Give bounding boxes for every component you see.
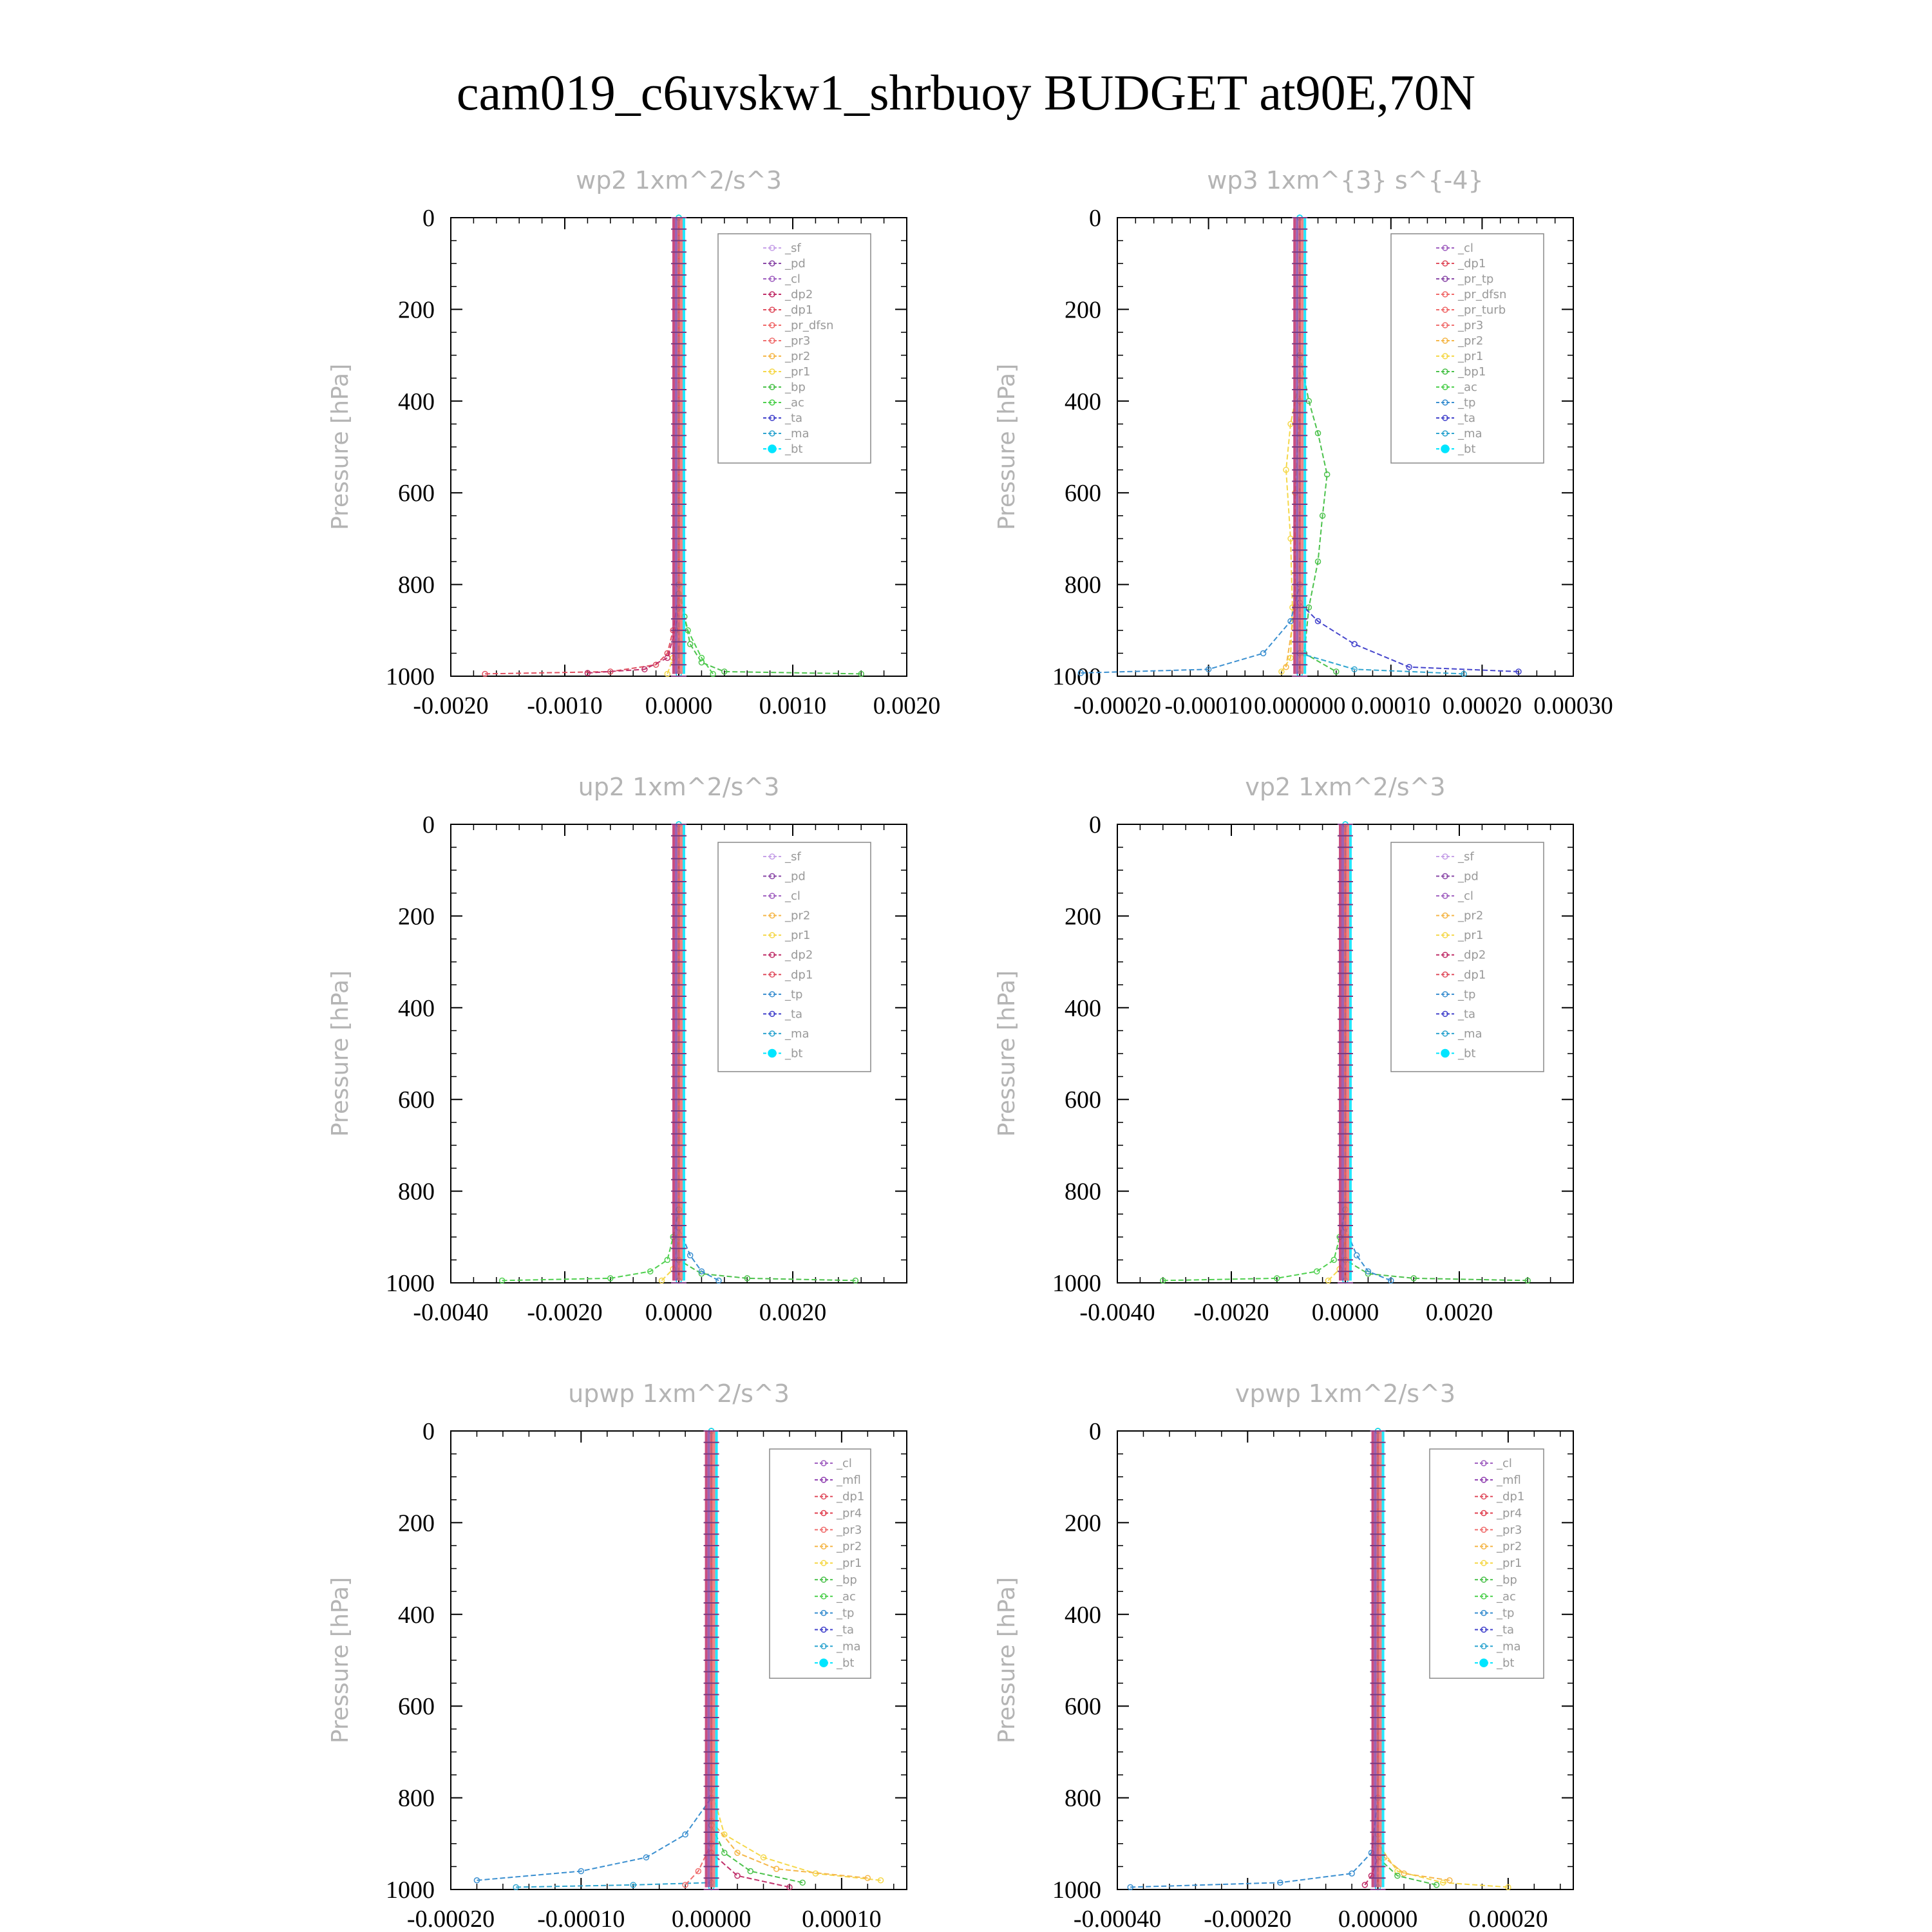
legend-label: _tp: [785, 987, 803, 1001]
y-tick-label: 0: [422, 811, 435, 838]
legend-label: _pr_dfsn: [1458, 288, 1507, 301]
y-tick-label: 400: [1065, 994, 1101, 1022]
y-axis-label: Pressure [hPa]: [994, 363, 1020, 531]
y-tick-label: 600: [398, 1693, 435, 1721]
legend-marker: [820, 1659, 828, 1667]
legend-label: _ma: [1458, 427, 1482, 440]
legend-label: _ta: [1458, 1007, 1476, 1021]
legend-label: _pr2: [785, 909, 811, 923]
legend-label: _pd: [1458, 869, 1479, 884]
legend-label: _ma: [837, 1640, 861, 1654]
x-tick-label: 0.00020: [1468, 1906, 1548, 1932]
legend-label: _cl: [837, 1457, 852, 1470]
x-tick-label: -0.00020: [1073, 692, 1162, 719]
series-line: [502, 824, 679, 1280]
legend-label: _bp: [1497, 1573, 1517, 1587]
legend-label: _ma: [785, 1027, 810, 1041]
legend-label: _cl: [785, 272, 800, 286]
legend-label: _tp: [1458, 987, 1476, 1001]
panel-title: wp2 1xm^2/s^3: [576, 166, 782, 194]
legend-label: _cl: [785, 889, 800, 904]
data-point: [688, 641, 693, 647]
y-tick-label: 800: [1065, 571, 1101, 599]
x-tick-label: 0.0000: [645, 692, 713, 719]
x-tick-label: -0.0010: [527, 692, 603, 719]
x-tick-label: 0.0010: [759, 692, 827, 719]
legend-label: _dp1: [1458, 257, 1486, 270]
y-tick-label: 200: [398, 296, 435, 324]
figure-title: cam019_c6uvskw1_shrbuoy BUDGET at90E,70N: [456, 64, 1476, 120]
x-tick-label: 0.0020: [873, 692, 941, 719]
legend-label: _pr1: [1497, 1557, 1522, 1571]
legend-label: _pr2: [785, 350, 811, 363]
legend-label: _tp: [1497, 1606, 1515, 1620]
chart-panel: [327, 1379, 907, 1932]
series-line: [477, 1431, 712, 1880]
legend-label: _ac: [1458, 381, 1477, 394]
legend-label: _pr_dfsn: [785, 319, 834, 332]
legend-label: _bt: [837, 1656, 855, 1671]
chart-panel: [327, 773, 907, 1326]
legend-marker: [768, 1049, 776, 1057]
legend-label: _pd: [785, 869, 806, 884]
x-tick-label: 0.00000: [671, 1906, 752, 1932]
legend-label: _pr2: [1458, 909, 1484, 923]
data-point: [735, 1873, 740, 1879]
panels-container: [327, 166, 1613, 1932]
x-tick-label: -0.0040: [1079, 1299, 1155, 1326]
data-point: [1314, 1269, 1320, 1274]
x-tick-label: 0.00020: [1442, 692, 1522, 719]
legend-label: _dp1: [1497, 1490, 1525, 1504]
legend-label: _bt: [785, 442, 803, 456]
x-tick-label: 0.0000: [645, 1299, 713, 1326]
series-line: [1081, 218, 1300, 673]
x-tick-label: -0.0020: [1193, 1299, 1269, 1326]
chart-panel: [994, 773, 1573, 1326]
legend-label: _pr_turb: [1458, 303, 1506, 317]
legend-label: _pr1: [1458, 929, 1484, 943]
y-tick-label: 0: [422, 205, 435, 232]
legend-label: _ta: [837, 1623, 855, 1637]
panel-title: wp3 1xm^{3} s^{-4}: [1207, 166, 1484, 194]
panel-title: upwp 1xm^2/s^3: [568, 1379, 790, 1408]
legend-label: _ta: [1497, 1623, 1515, 1637]
x-tick-label: 0.0000: [1311, 1299, 1379, 1326]
x-tick-label: 0.00010: [802, 1906, 882, 1932]
legend-marker: [1441, 1049, 1449, 1057]
y-axis-label: Pressure [hPa]: [994, 1577, 1020, 1744]
x-tick-label: 0.00000: [1338, 1906, 1418, 1932]
panel-title: vpwp 1xm^2/s^3: [1235, 1379, 1456, 1408]
legend-label: _pr1: [837, 1557, 862, 1571]
y-tick-label: 200: [1065, 296, 1101, 324]
panel-title: vp2 1xm^2/s^3: [1245, 773, 1446, 801]
legend-label: _pd: [785, 257, 806, 270]
legend-label: _pr3: [837, 1523, 862, 1537]
y-tick-label: 800: [398, 1785, 435, 1812]
legend-label: _ma: [1497, 1640, 1521, 1654]
y-tick-label: 200: [398, 903, 435, 931]
legend: [718, 842, 871, 1072]
y-axis-label: Pressure [hPa]: [994, 970, 1020, 1137]
chart-panel: [994, 166, 1613, 719]
y-tick-label: 800: [398, 571, 435, 599]
legend-label: _pr3: [1458, 319, 1484, 332]
y-tick-label: 200: [1065, 903, 1101, 931]
legend-label: _pr1: [785, 929, 811, 943]
legend-label: _ta: [1458, 412, 1476, 425]
y-tick-label: 600: [398, 480, 435, 507]
legend-label: _ac: [785, 396, 804, 410]
y-axis-label: Pressure [hPa]: [327, 1577, 354, 1744]
legend: [770, 1449, 871, 1678]
legend-label: _pr2: [1458, 334, 1484, 348]
legend-label: _cl: [1458, 889, 1473, 904]
legend-label: _pr4: [1497, 1506, 1522, 1520]
x-tick-label: 0.0020: [759, 1299, 827, 1326]
legend-label: _bt: [1497, 1656, 1515, 1671]
legend-label: _ta: [785, 1007, 803, 1021]
legend: [1391, 234, 1544, 463]
series-line: [485, 218, 679, 674]
y-tick-label: 400: [398, 1601, 435, 1629]
y-tick-label: 400: [1065, 388, 1101, 415]
y-tick-label: 1000: [386, 663, 435, 690]
legend-label: _bt: [1458, 442, 1476, 456]
legend-label: _pr2: [837, 1540, 862, 1554]
y-tick-label: 1000: [386, 1877, 435, 1904]
y-tick-label: 1000: [1052, 663, 1101, 690]
series-line: [1130, 1431, 1378, 1887]
y-tick-label: 200: [398, 1510, 435, 1537]
legend-label: _dp2: [1458, 948, 1486, 962]
legend-label: _cl: [1458, 242, 1473, 255]
legend-label: _sf: [785, 850, 801, 864]
legend-label: _pr_tp: [1458, 272, 1494, 286]
legend-label: _ma: [1458, 1027, 1482, 1041]
legend-label: _tp: [837, 1606, 855, 1620]
legend-label: _sf: [1458, 850, 1474, 864]
legend-label: _bp: [785, 381, 806, 394]
x-tick-label: 0.000000: [1253, 692, 1346, 719]
y-tick-label: 400: [398, 388, 435, 415]
legend-label: _dp1: [837, 1490, 865, 1504]
data-point: [748, 1869, 753, 1874]
legend-label: _pr4: [837, 1506, 862, 1520]
x-tick-label: -0.00020: [1204, 1906, 1292, 1932]
panel-title: up2 1xm^2/s^3: [578, 773, 780, 801]
x-tick-label: 0.00030: [1533, 692, 1613, 719]
legend-label: _ac: [837, 1589, 856, 1604]
series-line: [587, 218, 679, 673]
data-point: [1354, 1253, 1359, 1258]
chart-panel: [994, 1379, 1573, 1932]
legend-label: _tp: [1458, 396, 1476, 410]
legend-marker: [1480, 1659, 1488, 1667]
series-line: [516, 1431, 712, 1887]
y-tick-label: 800: [1065, 1785, 1101, 1812]
legend-label: _sf: [785, 242, 801, 255]
legend-label: _dp1: [1458, 968, 1486, 982]
legend: [1391, 842, 1544, 1072]
y-tick-label: 600: [1065, 1086, 1101, 1114]
legend-label: _pr1: [785, 365, 811, 379]
legend-label: _ac: [1497, 1589, 1516, 1604]
y-tick-label: 0: [1089, 811, 1101, 838]
x-tick-label: -0.0040: [413, 1299, 489, 1326]
x-tick-label: -0.00010: [537, 1906, 625, 1932]
y-tick-label: 0: [1089, 1418, 1101, 1445]
data-point: [1352, 641, 1357, 647]
legend-label: _bt: [785, 1046, 803, 1061]
legend-label: _pr3: [1497, 1523, 1522, 1537]
y-tick-label: 1000: [1052, 1270, 1101, 1297]
legend-label: _dp1: [785, 303, 813, 317]
x-tick-label: -0.00020: [406, 1906, 495, 1932]
y-tick-label: 0: [1089, 205, 1101, 232]
x-tick-label: 0.00010: [1351, 692, 1431, 719]
y-tick-label: 200: [1065, 1510, 1101, 1537]
legend-label: _cl: [1497, 1457, 1512, 1470]
legend-label: _pr3: [785, 334, 811, 348]
legend: [1430, 1449, 1544, 1678]
legend-marker: [768, 445, 776, 453]
x-tick-label: -0.00010: [1164, 692, 1253, 719]
legend-label: _bp: [837, 1573, 857, 1587]
y-tick-label: 800: [398, 1178, 435, 1206]
data-point: [1261, 650, 1266, 656]
y-tick-label: 800: [1065, 1178, 1101, 1206]
legend-label: _dp1: [785, 968, 813, 982]
y-tick-label: 600: [1065, 1693, 1101, 1721]
legend-label: _dp2: [785, 948, 813, 962]
series-line: [1163, 824, 1345, 1280]
y-tick-label: 600: [1065, 480, 1101, 507]
x-tick-label: -0.0020: [413, 692, 489, 719]
legend-label: _ma: [785, 427, 810, 440]
y-tick-label: 1000: [1052, 1877, 1101, 1904]
x-tick-label: -0.0020: [527, 1299, 603, 1326]
legend-marker: [1441, 445, 1449, 453]
legend-label: _pr1: [1458, 350, 1484, 363]
legend-label: _pr2: [1497, 1540, 1522, 1554]
chart-panel: [327, 166, 940, 719]
legend-label: _mfl: [1497, 1473, 1521, 1487]
series-line: [1378, 1431, 1437, 1885]
y-tick-label: 1000: [386, 1270, 435, 1297]
y-tick-label: 600: [398, 1086, 435, 1114]
y-tick-label: 400: [398, 994, 435, 1022]
legend: [718, 234, 871, 463]
legend-label: _ta: [785, 412, 803, 425]
legend-label: _mfl: [837, 1473, 861, 1487]
legend-label: _bt: [1458, 1046, 1476, 1061]
y-tick-label: 0: [422, 1418, 435, 1445]
legend-label: _bp1: [1458, 365, 1486, 379]
y-axis-label: Pressure [hPa]: [327, 363, 354, 531]
x-tick-label: 0.0020: [1425, 1299, 1493, 1326]
legend-label: _dp2: [785, 288, 813, 301]
y-axis-label: Pressure [hPa]: [327, 970, 354, 1137]
y-tick-label: 400: [1065, 1601, 1101, 1629]
x-tick-label: -0.00040: [1073, 1906, 1162, 1932]
